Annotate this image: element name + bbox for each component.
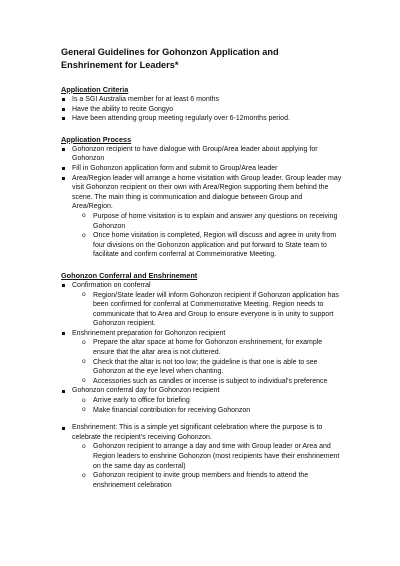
- list-item: Fill in Gohonzon application form and submit to Group/Area leader: [61, 164, 342, 174]
- list-item: [61, 329, 342, 387]
- section-application-process: [61, 135, 342, 260]
- sub-list-item: o Prepare the altar space at home for Gohonzon enshrinement, for example ensure that the altar area is not cluttered.: [78, 338, 342, 357]
- section-application-criteria: [61, 85, 342, 124]
- sub-list-item: o Region/State leader will inform Gohonzon recipient if Gohonzon application has been confirmed for conferral at Commemorative Meeting. Region needs to communicate that to Area and Group to ensure everyone is in unity to support Gohonzon recipient.: [78, 291, 342, 329]
- list-item: [61, 174, 342, 260]
- sub-list: [78, 212, 342, 260]
- list-item: [61, 386, 342, 415]
- sub-list: [78, 396, 342, 415]
- bullet-list: [61, 95, 342, 124]
- section-heading: Application Process: [61, 134, 132, 144]
- sub-list: [78, 338, 342, 386]
- section-heading: Gohonzon Conferral and Enshrinement: [61, 270, 198, 280]
- list-item-text: Area/Region leader will arrange a home visitation with Group leader. Group leader may visit Gohonzon recipient on their own with Area/Region supporting them behind the scene. The main thing is communication and dialogue between Group and Area/Region.: [72, 174, 342, 211]
- list-item: Is a SGI Australia member for at least 6 months: [61, 95, 342, 105]
- sub-list: [78, 291, 342, 329]
- list-item-text: Enshrinement preparation for Gohonzon recipient: [72, 329, 226, 337]
- list-item: Gohonzon recipient to have dialogue with Group/Area leader about applying for Gohonzon: [61, 145, 342, 164]
- sub-list-item: o Gohonzon recipient to arrange a day and time with Group leader or Area and Region leaders to enshrine Gohonzon (most recipients have their enshrinement on the same day as conferral): [78, 442, 342, 471]
- sub-list-item: o Check that the altar is not too low; the guideline is that one is able to see Gohonzon at the eye level when chanting.: [78, 358, 342, 377]
- sub-list-item: o Arrive early to office for briefing: [78, 396, 342, 406]
- bullet-list: [61, 281, 342, 490]
- sub-list-item: o Make financial contribution for receiving Gohonzon: [78, 406, 342, 416]
- sub-list-item: o Purpose of home visitation is to explain and answer any questions on receiving Gohonzon: [78, 212, 342, 231]
- list-item: Have been attending group meeting regularly over 6-12months period.: [61, 114, 342, 124]
- sub-list-item: o Gohonzon recipient to invite group members and friends to attend the enshrinement celebration: [78, 471, 342, 490]
- section-conferral-enshrinement: [61, 271, 342, 490]
- section-heading: Application Criteria: [61, 85, 129, 94]
- list-item-text: Confirmation on conferral: [72, 281, 151, 289]
- list-item: [61, 281, 342, 329]
- list-item: [61, 423, 342, 490]
- list-item-text: Enshrinement: This is a simple yet significant celebration where the purpose is to celebrate the recipient's receiving Gohonzon.: [72, 424, 323, 441]
- document-title: General Guidelines for Gohonzon Application and Enshrinement for Leaders*: [61, 47, 279, 70]
- list-item: Have the ability to recite Gongyo: [61, 105, 342, 115]
- sub-list: [78, 442, 342, 490]
- list-item-text: Gohonzon conferral day for Gohonzon recipient: [72, 387, 220, 395]
- sub-list-item: o Once home visitation is completed, Region will discuss and agree in unity from four divisions on the Gohonzon application and put forward to State team to facilitate and confirm conferral at Commemorative Meeting.: [78, 231, 342, 260]
- sub-list-item: o Accessories such as candles or incense is subject to individual's preference: [78, 377, 342, 387]
- bullet-list: [61, 145, 342, 260]
